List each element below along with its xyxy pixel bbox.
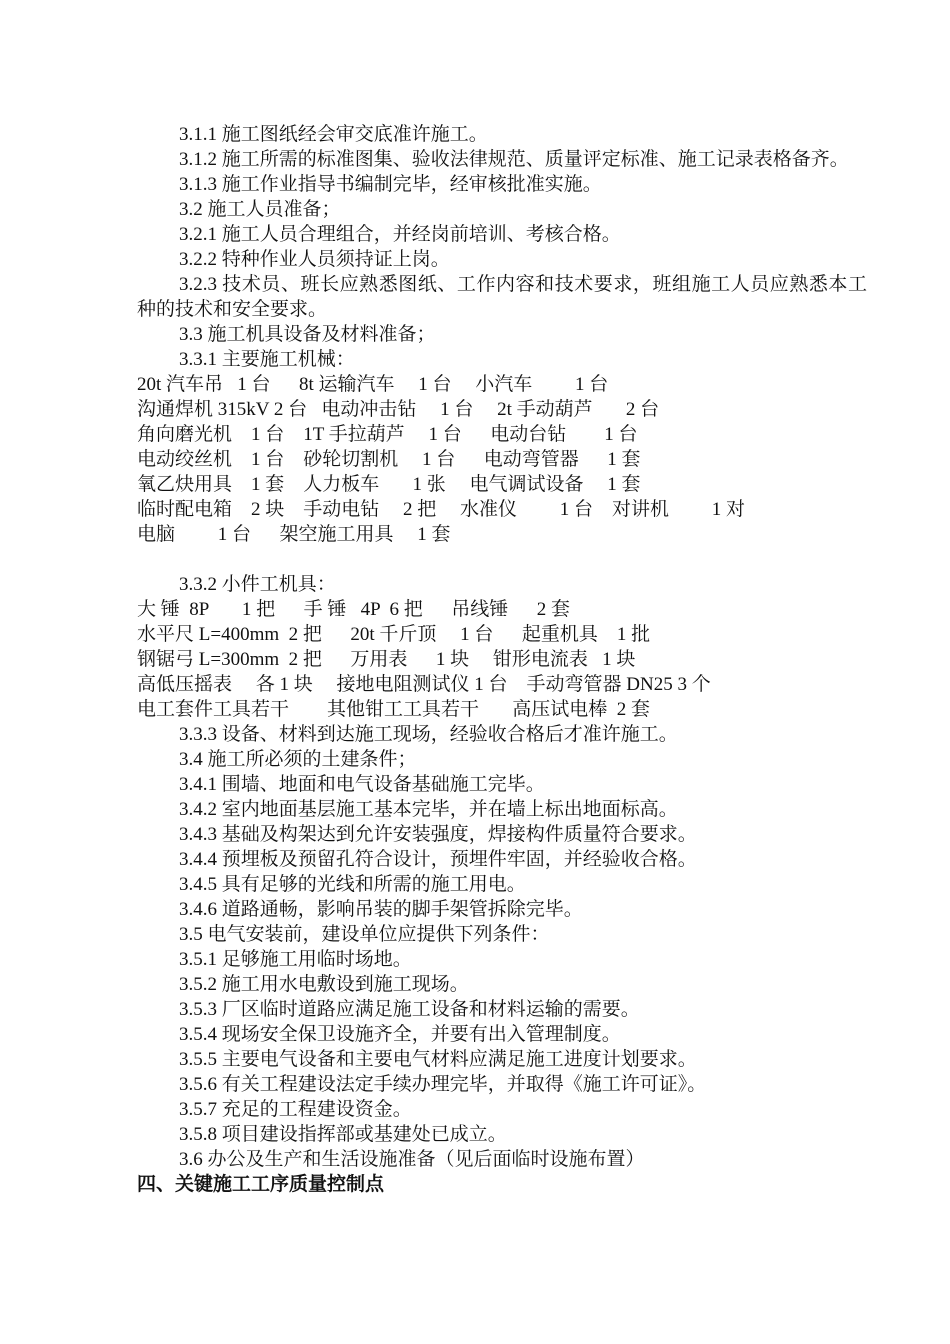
section-heading: 四、关键施工工序质量控制点: [137, 1174, 385, 1195]
tool-line: 大 锤 8P 1 把 手 锤 4P 6 把 吊线锤 2 套: [137, 599, 570, 620]
tool-line: 高低压摇表 各 1 块 接地电阻测试仪 1 台 手动弯管器 DN25 3 个: [137, 674, 711, 695]
paragraph: 3.4.6 道路通畅，影响吊装的脚手架管拆除完毕。: [179, 899, 583, 920]
equipment-line: 沟通焊机 315kV 2 台 电动冲击钻 1 台 2t 手动葫芦 2 台: [137, 399, 660, 420]
paragraph: 3.6 办公及生产和生活设施准备（见后面临时设施布置）: [179, 1149, 645, 1170]
paragraph: 3.5.5 主要电气设备和主要电气材料应满足施工进度计划要求。: [179, 1049, 697, 1070]
paragraph: 3.5.2 施工用水电敷设到施工现场。: [179, 974, 469, 995]
paragraph: 3.4.2 室内地面基层施工基本完毕，并在墙上标出地面标高。: [179, 799, 678, 820]
paragraph: 3.4.3 基础及构架达到允许安装强度，焊接构件质量符合要求。: [179, 824, 697, 845]
equipment-line: 电动绞丝机 1 台 砂轮切割机 1 台 电动弯管器 1 套: [137, 449, 641, 470]
paragraph: 3.5.8 项目建设指挥部或基建处已成立。: [179, 1124, 507, 1145]
paragraph: 3.1.3 施工作业指导书编制完毕，经审核批准实施。: [179, 174, 602, 195]
blank-line: [137, 547, 867, 572]
paragraph: 3.5.1 足够施工用临时场地。: [179, 949, 412, 970]
paragraph: 3.2 施工人员准备；: [179, 199, 341, 220]
paragraph: 3.2.3 技术员、班长应熟悉图纸、工作内容和技术要求，班组施工人员应熟悉本工种的技术和安全要求。: [137, 274, 867, 320]
paragraph: 3.5.6 有关工程建设法定手续办理完毕，并取得《施工许可证》。: [179, 1074, 707, 1095]
paragraph: 3.1.2 施工所需的标准图集、验收法律规范、质量评定标准、施工记录表格备齐。: [179, 149, 849, 170]
paragraph: 3.5.3 厂区临时道路应满足施工设备和材料运输的需要。: [179, 999, 640, 1020]
paragraph: 3.1.1 施工图纸经会审交底准许施工。: [179, 124, 488, 145]
paragraph: 3.3.2 小件工机具：: [179, 574, 336, 595]
tool-line: 水平尺 L=400mm 2 把 20t 千斤顶 1 台 起重机具 1 批: [137, 624, 651, 645]
equipment-line: 20t 汽车吊 1 台 8t 运输汽车 1 台 小汽车 1 台: [137, 374, 609, 395]
tool-line: 钢锯弓 L=300mm 2 把 万用表 1 块 钳形电流表 1 块: [137, 649, 636, 670]
paragraph: 3.3 施工机具设备及材料准备；: [179, 324, 436, 345]
equipment-line: 临时配电箱 2 块 手动电钻 2 把 水准仪 1 台 对讲机 1 对: [137, 499, 746, 520]
paragraph: 3.2.2 特种作业人员须持证上岗。: [179, 249, 450, 270]
paragraph: 3.3.1 主要施工机械：: [179, 349, 355, 370]
paragraph: 3.3.3 设备、材料到达施工现场，经验收合格后才准许施工。: [179, 724, 678, 745]
paragraph: 3.4 施工所必须的土建条件；: [179, 749, 417, 770]
paragraph: 3.5 电气安装前，建设单位应提供下列条件：: [179, 924, 550, 945]
document-body: [137, 122, 867, 1197]
equipment-line: 角向磨光机 1 台 1T 手拉葫芦 1 台 电动台钻 1 台: [137, 424, 638, 445]
paragraph: 3.5.4 现场安全保卫设施齐全，并要有出入管理制度。: [179, 1024, 621, 1045]
paragraph: 3.4.1 围墙、地面和电气设备基础施工完毕。: [179, 774, 545, 795]
tool-line: 电工套件工具若干 其他钳工工具若干 高压试电棒 2 套: [137, 699, 651, 720]
paragraph: 3.2.1 施工人员合理组合，并经岗前培训、考核合格。: [179, 224, 621, 245]
equipment-line: 氧乙炔用具 1 套 人力板车 1 张 电气调试设备 1 套: [137, 474, 641, 495]
paragraph: 3.4.5 具有足够的光线和所需的施工用电。: [179, 874, 526, 895]
paragraph: 3.5.7 充足的工程建设资金。: [179, 1099, 412, 1120]
equipment-line: 电脑 1 台 架空施工用具 1 套: [137, 524, 451, 545]
paragraph: 3.4.4 预埋板及预留孔符合设计，预埋件牢固，并经验收合格。: [179, 849, 697, 870]
